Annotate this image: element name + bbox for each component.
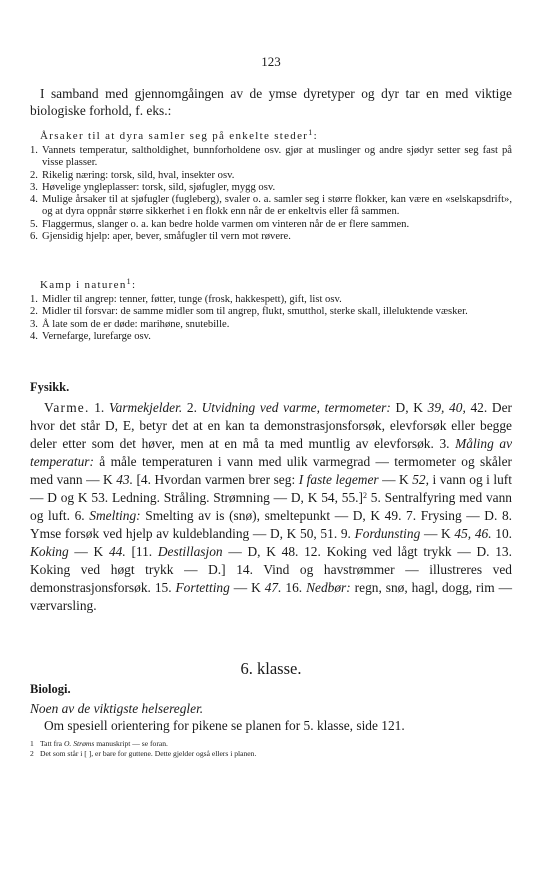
- list-item: 4. Mulige årsaker til at sjøfugler (fugleberg), svaler o. a. samler seg i større flokker, kan være en «selskapsdrift», og at dyra oppnår større sikkerhet i en flokk enn når de er enkeltvis eller få sammen.: [30, 194, 512, 218]
- list-item: 2. Rikelig næring: torsk, sild, hval, insekter osv.: [30, 169, 235, 181]
- list-item: 6. Gjensidig hjelp: aper, bever, småfugler til vern mot røvere.: [30, 231, 291, 243]
- section-struggle: [30, 279, 512, 343]
- footnote: 1 Tatt fra O. Strøms manuskript — se foran.: [30, 739, 168, 748]
- list-item: 3. Høvelige yngleplasser: torsk, sild, sjøfugler, mygg osv.: [30, 181, 276, 193]
- section-heading: Årsaker til at dyra samler seg på enkelte steder$^1$:: [40, 128, 318, 142]
- list-item: 1. Midler til angrep: tenner, føtter, tunge (frosk, hakkespett), gift, list osv.: [30, 294, 342, 305]
- struggle-list: [30, 294, 512, 343]
- page-number: 123: [261, 54, 281, 69]
- section-heading: Kamp i naturen$^1$:: [40, 277, 137, 291]
- list-item: 1. Vannets temperatur, saltholdighet, bunnforholdene osv. gjør at muslinger og andre sjødyr setter seg fast på visse plasser.: [30, 145, 512, 169]
- biologi-text: Om spesiell orientering for pikene se planen for 5. klasse, side 121.: [44, 718, 405, 733]
- grade-heading: 6. klasse.: [240, 659, 302, 678]
- footnote: 2 Det som står i [ ], er bare for guttene. Dette gjelder også ellers i planen.: [30, 748, 257, 758]
- footnotes: [30, 739, 512, 758]
- list-item: 5. Flaggermus, slanger o. a. kan bedre holde varmen om vinteren når de er flere sammen.: [30, 218, 410, 230]
- fysikk-paragraph: Varme. 1. Varmekjelder. 2. Utvidning ved varme, termometer: D, K 39, 40, 42. Der hvor det står D, E, betyr det at en kan ta demonstrasjonsforsøk, elevforsøk eller begge deler etter som det høver, men at en må ta med muntlig av elevforsøk. 3. Måling av temperatur: å måle temperaturen i vann med ulik varmegrad — termometer og skåler med vann — K 43. [4. Hvordan varmen brer seg: I faste legemer — K 52, i vann og i luft — D og K 53. Ledning. Stråling. Strømning — D, K 54, 55.]$^2$ 5. Sentralfyring med vann og luft. 6. Smelting: Smelting av is (snø), smeltepunkt — D, K 49. 7. Frysing — D. 8. Ymse forsøk ved hjelp av kuldeblanding — D, K 50, 51. 9. Fordunsting — K 45, 46. 10. Koking — K 44. [11. Destillasjon — D, K 48. 12. Koking ved lågt trykk — D. 13. Koking ved høgt trykk — D.] 14. Vind og havstrømmer — illustreres ved demonstrasjonsforsøk. 15. Fortetting — K 47. 16. Nedbør: regn, snø, hagl, dogg, rim — værvarsling.: [30, 400, 513, 613]
- intro-paragraph: I samband med gjennomgåingen av de ymse dyretyper og dyr tar en med viktige biologiske forhold, f. eks.:: [30, 86, 512, 118]
- reasons-list: [30, 145, 512, 243]
- biologi-heading: Biologi.: [30, 682, 71, 696]
- section-reasons: [30, 130, 512, 243]
- fysikk-heading: Fysikk.: [30, 380, 70, 394]
- list-item: 2. Midler til forsvar: de samme midler som til angrep, flukt, smutthol, sterke skall, illeluktende væsker.: [30, 306, 468, 318]
- list-item: 3. Å late som de er døde: marihøne, snutebille.: [30, 318, 230, 330]
- list-item: 4. Vernefarge, lurefarge osv.: [30, 330, 151, 342]
- biologi-subtitle: Noen av de viktigste helseregler.: [30, 701, 204, 716]
